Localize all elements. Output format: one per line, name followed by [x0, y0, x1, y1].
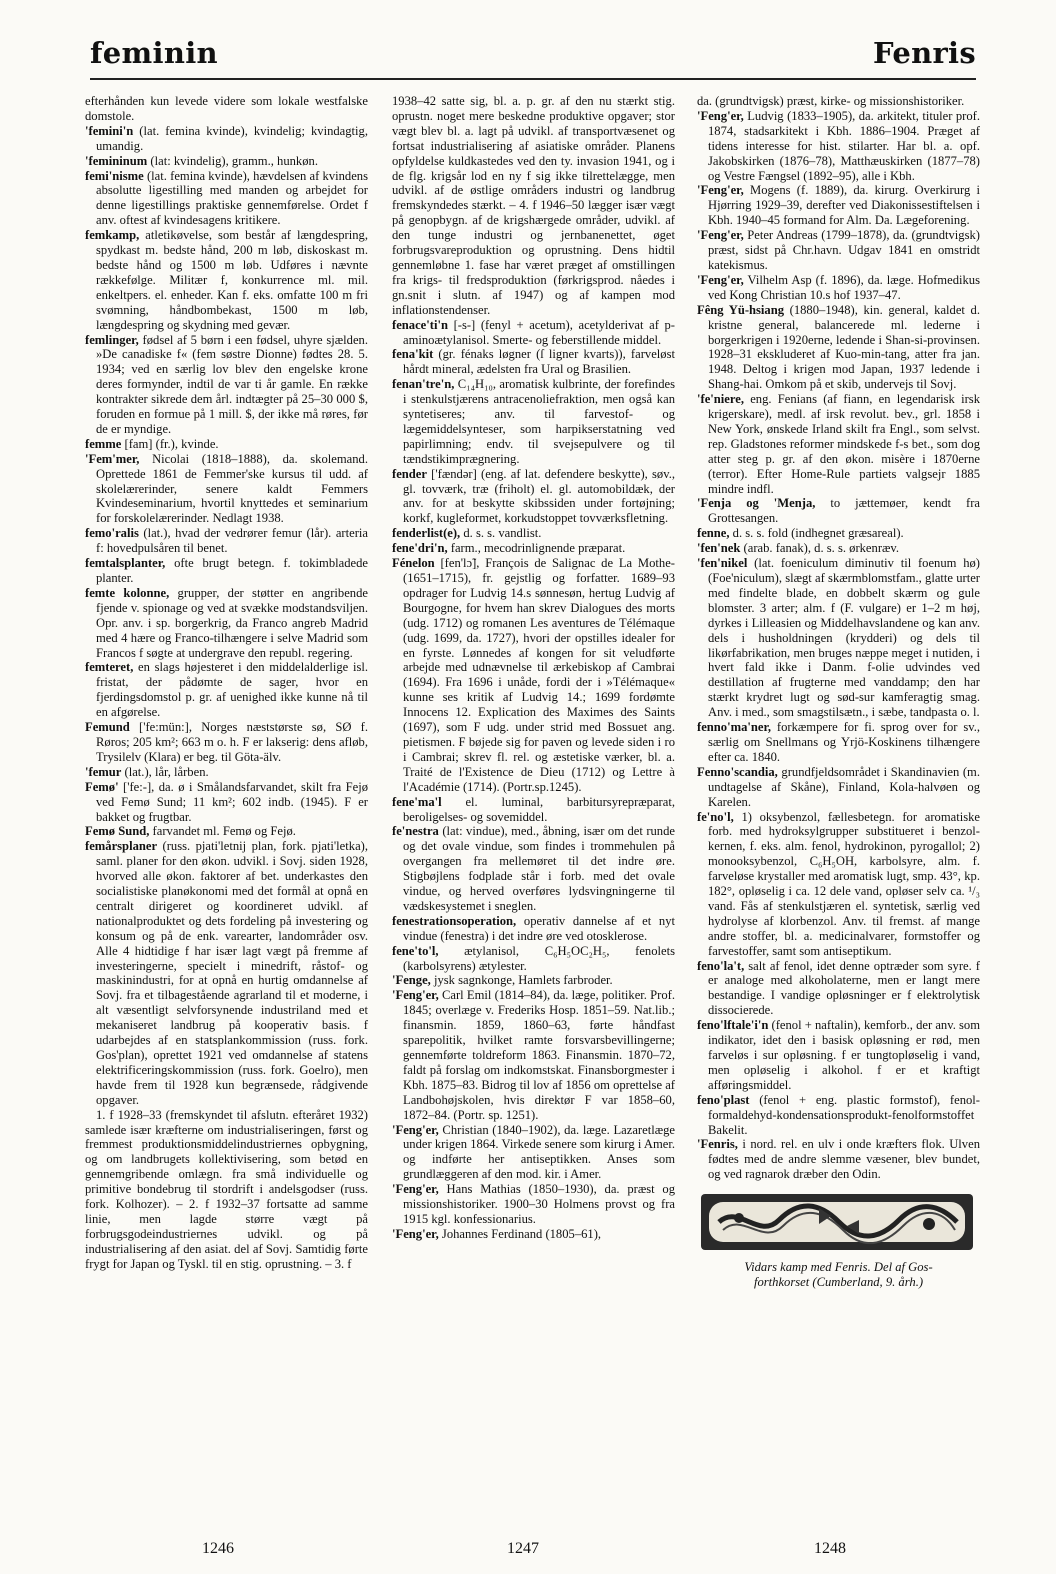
carved-stone-relief-icon — [699, 1190, 975, 1254]
dictionary-entry — [392, 944, 675, 974]
entry-headword: 'Feng'er, — [697, 183, 744, 198]
dictionary-entry — [85, 94, 368, 124]
entry-text: (lat: vindue), med., åbning, især om det runde og det ovale vindue, som findes i trommehulen på overgangen fra mellemøret til det indre øre. Stigbøjlens fodplade står i forb. med det ovale vindue, og herved overføres lydsvingningerne til vædskesystemet i sneglen. — [403, 824, 675, 913]
entry-text: salt af fenol, idet denne optræder som syre. f er analoge med alkoholaterne, men er langt mere bestandige. I vandige opløsninger er f elektrolytisk dissocierede. — [708, 958, 980, 1018]
entry-headword: fender — [392, 466, 427, 481]
dictionary-entry — [85, 154, 368, 169]
entry-headword: fene'dri'n, — [392, 541, 448, 556]
entry-headword: Fenno'scandia, — [697, 764, 778, 779]
caption-line-1: Vidars kamp med Fenris. Del af Gos- — [744, 1260, 933, 1275]
entry-headword: femteret, — [85, 660, 134, 675]
entry-headword: Femø Sund, — [85, 824, 150, 839]
dictionary-entry — [85, 556, 368, 586]
dictionary-entry — [697, 720, 980, 765]
dictionary-entry — [392, 467, 675, 527]
entry-headword: fenne, — [697, 526, 730, 541]
entry-text: farvandet ml. Femø og Fejø. — [149, 824, 296, 839]
entry-headword: femkamp, — [85, 228, 140, 243]
dictionary-entry — [697, 959, 980, 1019]
entry-text: ['fe:-], da. ø i Smålandsfarvandet, skilt fra Fejø ved Femø Sund; 11 km²; 602 indb. (1945). F er bakket og frugtbar. — [96, 779, 368, 824]
dictionary-entry — [697, 1018, 980, 1093]
entry-headword: 'Feng'er, — [392, 1182, 439, 1197]
entry-text: forkæmpere for fi. sprog over for sv., særlig om Snellmans og Yrjö-Koskinens tilhængere efter ca. 1840. — [708, 720, 980, 764]
dictionary-entry — [697, 526, 980, 541]
dictionary-entry — [85, 333, 368, 437]
entry-text: eng. Fenians (af fiann, en legendarisk irsk krigerskare), medl. af irsk revolut. bev., grl. 1858 i New York, ønskede Irland skilt fra Engl., som selvst. rep. Gladstones reformer mindskede f-s bet., som dog atter steg p. gr. af den økon. misère i 1870erne (terror). Efter Home-Rule partiets valgsejr 1885 mindre indfl. — [708, 392, 980, 496]
entry-text: (russ. pjati'letnij plan, fork. pjati'letka), saml. planer for den økon. udvikl. i Sovj. siden 1928, hvorved alle økon. faktorer af bet. underkastes den socialistiske planøkonomi med det formål at opnå en centralt dirigeret og koordineret udvikl. af nationalproduktet og dets fordeling på investering og konsum og på de enk. varearter, landområder osv. Alle 4 hidtidige f har især lagt vægt på fremme af investeringerne, specielt i minedrift, råstof- og maskinindustri, for at opnå en hurtig omdannelse af Sovj. fra et tilbagestående agrarland til et moderne, i alt væsentligt selvforsynende industriland med et mekaniseret landbrug på kooperativ basis. f udarbejdes af en statsplankommission (russ. fork. Gos'plan), oprettet 1921 ved omdannelse af statens elektrificeringskommission (russ. fork. Goelro), men havde frem til 1928 kun begrænsede, rådgivende opgaver. — [96, 839, 368, 1107]
dictionary-entry — [85, 452, 368, 527]
entry-text: el. luminal, barbitursyrepræparat, beroligelses- og sovemiddel. — [403, 794, 675, 824]
entry-headword: 'Feng'er, — [392, 1122, 439, 1137]
dictionary-entry — [697, 765, 980, 810]
entry-text: ['fændər] (eng. af lat. defendere beskytte), søv., gl. tovværk, træ (friholt) el. gl. automobildæk, der anv. for at beskytte skibssiden under fortøjning; korkf, kugleformet, korkudstoppet tovværksfletning. — [403, 466, 675, 526]
dictionary-entry — [392, 914, 675, 944]
dictionary-entry — [392, 1227, 675, 1242]
dictionary-entry — [697, 228, 980, 273]
entry-text: Hans Mathias (1850–1930), da. præst og missionshistoriker. 1900–30 Holmens provst og fra 1915 kgl. konfessionarius. — [403, 1182, 675, 1226]
entry-headword: 'Feng'er, — [697, 228, 744, 243]
entry-text: (lat. foeniculum diminutiv til foenum hø) (Foe'niculum), slægt af skærmblomstfam., glatte urter med findelte blade, en dobbelt skærm og gule blomster. 3 arter; alm. f (F. vulgare) er 1–2 m høj, dyrkes i Lilleasien og Middelhavslandene og kan anv. dels i husholdningen (krydderi) og dels til likørfabrikation, men bruges næppe meget i nutiden, i hvert fald ikke i Danm. f-olie udvindes ved destillation af frugterne med vanddamp; den har stærkt krydret lugt og sød-sur kamferagtig smag. Anv. i med., som smagstilsætn., i sæbe, tandpasta o. l. — [708, 556, 980, 720]
entry-headword: 'Feng'er, — [697, 272, 744, 287]
entry-text: [fam] (fr.), kvinde. — [121, 436, 219, 451]
entry-headword: fe'no'l, — [697, 809, 734, 824]
page-number-middle: 1247 — [507, 1540, 539, 1557]
entry-headword: 'femur — [85, 764, 122, 779]
entry-text: ofte brugt betegn. f. tokimbladede planter. — [96, 556, 368, 585]
entry-text: Christian (1840–1902), da. læge. Lazaretlæge under krigen 1864. Virkede senere som kirurg i Amer. og indførte her antiseptikken. Anses som grundlæggeren af den mod. kir. i Amer. — [403, 1122, 675, 1182]
entry-headword: 'fe'niere, — [697, 392, 744, 407]
dictionary-entry — [697, 183, 980, 228]
entry-text: Peter Andreas (1799–1878), da. (grundtvigsk) præst, sidst på Chr.havn. Udgav 1841 en omstridt katekismus. — [708, 228, 980, 272]
entry-headword: 'fen'nek — [697, 541, 741, 556]
dictionary-entry — [85, 765, 368, 780]
entry-text: atletikøvelse, som består af længdespring, spydkast m. bedste hånd, 200 m løb, diskoskast m. bedste hånd og 1500 m løb. Udføres i nævnte rækkefølge. Militær f, konkurrence ml. mil. enkeltpers. el. enheder. Kan f. eks. omfatte 100 m fri svømning, håndbombekast, 1500 m løb, længdespring og skydning med gevær. — [96, 228, 368, 332]
entry-headword: feno'plast — [697, 1092, 750, 1107]
page-number-right: 1248 — [814, 1540, 846, 1557]
dictionary-entry — [392, 377, 675, 466]
entry-headword: feno'la't, — [697, 958, 745, 973]
entry-text: grupper, der støtter en angribende fjende v. spionage og ved at svække modstandsviljen. Opr. anv. i sp. borgerkrig, da Franco angreb Madrid med 4 hære og Franco-tilhængere i selve Madrid som Francos f søgte at undergrave den republ. regering. — [96, 585, 368, 660]
entry-headword: femme — [85, 436, 122, 451]
page-header — [90, 30, 976, 76]
entry-text: Nicolai (1818–1888), da. skolemand. Oprettede 1861 de Femmer'ske kursus til udd. af skolelærerinder, senere kaldt Femmers Kvindeseminarium, hvortil knyttedes et seminarium for forskolelærerinder. Nedlagt 1938. — [96, 451, 368, 526]
entry-text: en slags højesteret i den middelalderlige isl. fristat, der pådømte de sager, hvor en fjerdingsdomstol p. gr. af uenighed ikke kunne nå til en afgørelse. — [96, 660, 368, 720]
entry-headword: 'Feng'er, — [697, 108, 744, 123]
dictionary-entry — [85, 526, 368, 556]
entry-headword: femårsplaner — [85, 839, 158, 854]
entry-text: fødsel af 5 børn i een fødsel, uhyre sjælden. »De canadiske f« (fem søstre Dionne) fødtes 28. 5. 1934; ved en særlig lov blev den engelske krone deres formynder, indtil de var ti år gamle. En række kontrakter sikrede dem årl. indtægter på 25–30 000 $, foruden en formue på 1 mill. $, der ikke må røres, før de er myndige. — [96, 332, 368, 436]
entry-headword: 'Fenja og 'Menja, — [697, 496, 816, 511]
entry-headword: fene'to'l, — [392, 943, 439, 958]
entry-headword: fena'kit — [392, 347, 434, 362]
column-2 — [392, 94, 675, 1494]
entry-headword: fenno'ma'ner, — [697, 720, 772, 735]
entry-text: farm., mecodrinlignende præparat. — [447, 541, 626, 556]
entry-text: (fenol + eng. plastic formstof), fenol-formaldehyd-kondensationsprodukt-fenolformstoffet Bakelit. — [708, 1092, 980, 1137]
dictionary-entry — [85, 1108, 368, 1272]
entry-headword: fe'nestra — [392, 824, 439, 839]
entry-headword: 'femininum — [85, 153, 148, 168]
entry-headword: femi'nisme — [85, 168, 144, 183]
dictionary-entry — [85, 720, 368, 765]
dictionary-entry — [697, 94, 980, 109]
dictionary-entry — [697, 810, 980, 959]
dictionary-entry — [392, 795, 675, 825]
dictionary-entry — [392, 94, 675, 318]
entry-text: d. s. s. fold (indhegnet græsareal). — [729, 526, 904, 541]
dictionary-entry — [85, 228, 368, 332]
dictionary-entry — [85, 437, 368, 452]
column-1 — [85, 94, 368, 1494]
fenris-illustration — [699, 1190, 975, 1254]
dictionary-entry — [697, 496, 980, 526]
entry-headword: fene'ma'l — [392, 794, 442, 809]
dictionary-entry — [697, 303, 980, 392]
entry-text: ætylanisol, C₆H₅OC₂H₅, fenolets (karbolsyrens) ætylester. — [403, 943, 675, 973]
entry-text: efterhånden kun levede videre som lokale westfalske domstole. — [85, 94, 368, 123]
dictionary-entry — [85, 780, 368, 825]
entry-text: (lat. femina kvinde), hævdelsen af kvindens absolutte ligestilling med manden og arbejdet for denne ligestillings praktiske gennemførelse. Ordet f anv. oftest af kvindesagens kritikere. — [96, 168, 368, 228]
entry-text: 1. f 1928–33 (fremskyndet til afslutn. efteråret 1932) samlede især kræfterne om industrialiseringen, først og fremmest produktionsmiddelindustriernes opbygning, og om landbrugets kollektivisering, som betød en gennemgribende omlægn. fra små individuelle og primitive bondebrug til stordrift i andelsgodser (russ. fork. Kolhozer). – 2. f 1932–37 fortsatte ad samme linie, men lagde større vægt på forbrugsgodeindustriernes udvikl. og på industrialisering af den asiat. del af Sovj. Samtidig førte frygt for Japan og Tyskl. til en stig. oprustning. – 3. f — [85, 1107, 368, 1271]
dictionary-entry — [85, 824, 368, 839]
dictionary-entry — [392, 824, 675, 913]
entry-text: [fen'lɔ̃], François de Salignac de La Mothe- (1651–1715), fr. gejstlig og forfatter. 1689–93 opdrager for Ludvig 14.s sønnesøn, hertug Ludvig af Bourgogne, for hvem han skrev Dialogues des morts (udg. 1712) og romanen Les aventures de Télémaque (udg. 1699, da. 1727), hvori der opstilles idealer for en fyrste. Lønnedes af kongen for sit veludførte arbejde med udnævnelse til ærkebiskop af Cambrai (1694). Fra 1696 i unåde, fordi der i »Télémaque« kunne ses kritik af Ludvig 14.; 1699 fordømte Innocens 12. Explication des Maximes des Saints (1697), som F udg. under strid med Bossuet ang. pietismen. F bøjede sig for paven og levede siden i ro i Cambrai; skrev fl. rel. og æstetiske værker, bl. a. Traité de l'Existence de Dieu (1712) og Lettre à l'Académie (1714). (Portr.sp.1245). — [403, 556, 675, 794]
entry-text: (gr. fénaks løgner (ſ ligner kvarts)), farveløst hårdt mineral, ædelsten fra Ural og Brasilien. — [403, 347, 675, 377]
header-right-headword: Fenris — [873, 36, 976, 70]
dictionary-entry — [697, 556, 980, 720]
dictionary-entry — [697, 273, 980, 303]
dictionary-entry — [392, 988, 675, 1122]
entry-headword: 'Fem'mer, — [85, 451, 140, 466]
entry-text: jysk sagnkonge, Hamlets farbroder. — [430, 973, 613, 988]
dictionary-entry — [697, 1137, 980, 1182]
dictionary-entry — [392, 526, 675, 541]
entry-headword: Femund — [85, 720, 130, 735]
entry-headword: Fêng Yü-hsiang — [697, 302, 785, 317]
dictionary-entry — [85, 124, 368, 154]
entry-text: Mogens (f. 1889), da. kirurg. Overkirurg i Hjørring 1929–39, derefter ved Diakonissestiftelsen i Kbh. 1940–45 formand for Alm. Da. Lægeforening. — [708, 183, 980, 228]
dictionary-entry — [392, 347, 675, 377]
dictionary-entry — [85, 660, 368, 720]
entry-headword: Femø' — [85, 779, 119, 794]
dictionary-entry — [392, 556, 675, 795]
header-left-headword: feminin — [90, 36, 218, 70]
dictionary-entry — [392, 541, 675, 556]
entry-text: (lat.), hvad der vedrører femur (lår). arteria f: hovedpulsåren til benet. — [96, 526, 368, 556]
entry-text: (lat.), lår, lårben. — [121, 764, 209, 779]
entry-text: (1880–1948), kin. general, kaldet d. kristne general, balancerede ml. lederne i borgerkrigen i 1920erne, ledende i Shan-si-provinsen. 1928–31 ekskluderet af Kuo-min-tang, atter fra jan. 1948. Deltog i krigen mod Japan, 1937 ledende i Shang-hai. Omkom på et skib, undervejs til Sovj. — [708, 302, 980, 392]
entry-text: Ludvig (1833–1905), da. arkitekt, tituler prof. 1874, stadsarkitekt i Kbh. 1886–1904. Præget af tidens interesse for hist. stilarter. Har bl. a. opf. Jakobskirken (1876–78), Matthæuskirken (1877–78) og Vestre Fængsel (1892–95), alle i Kbh. — [708, 108, 980, 183]
entry-headword: 'Feng'er, — [392, 1226, 439, 1241]
page-number-left: 1246 — [202, 1540, 234, 1557]
entry-headword: femte kolonne, — [85, 585, 170, 600]
dictionary-entry — [697, 1093, 980, 1138]
entry-text: (arab. fanak), d. s. s. ørkenræv. — [740, 541, 900, 556]
entry-text: 1) oksybenzol, fællesbetegn. for aromatiske forb. med hydroksylgrupper substitueret i benzol-kernen, f. eks. alm. fenol, hydrokinon, pyrogallol; 2) monooksybenzol, C₆H₅OH, karbolsyre, alm. f. farveløse krystaller med aromatisk lugt, smp. 43°, kp. 182°, opløselig i ca. 12 dele vand, opløser selv ca. ¹/₃ vand. Fås af stenkulstjæren el. syntetisk, særlig ved hydrolyse af klorbenzol. Anv. til fremst. af mange andre stoffer, bl. a. medicinalvarer, formstoffer og farvestoffer, samt som antiseptikum. — [708, 809, 980, 958]
entry-text: grundfjeldsområdet i Skandinavien (m. undtagelse af Skåne), Finland, Kola-halvøen og Karelen. — [708, 764, 980, 809]
column-3 — [697, 94, 980, 1494]
entry-headword: femtalsplanter, — [85, 556, 166, 571]
entry-text: (fenol + naftalin), kemforb., der anv. som indikator, idet den i basisk opløsning er rød, men farveløs i sur opløsning. f er tungtopløselig i vand, men opløselig i alkohol. f er et kraftigt afføringsmiddel. — [708, 1018, 980, 1092]
entry-text: to jættemøer, kendt fra Grottesangen. — [708, 496, 980, 526]
dictionary-entry — [85, 169, 368, 229]
entry-text: operativ dannelse af et nyt vindue (fenestra) i det indre øre ved otosklerose. — [403, 913, 675, 943]
entry-headword: fenan'tre'n, — [392, 377, 455, 392]
entry-text: Johannes Ferdinand (1805–61), — [438, 1226, 602, 1241]
entry-text: da. (grundtvigsk) præst, kirke- og missionshistoriker. — [697, 94, 965, 108]
entry-text: (lat. femina kvinde), kvindelig; kvindagtig, umandig. — [96, 123, 368, 153]
entry-headword: fenestrationsoperation, — [392, 913, 517, 928]
dictionary-entry — [697, 541, 980, 556]
entry-headword: fenderlist(e), — [392, 526, 461, 541]
dictionary-entry — [697, 109, 980, 184]
dictionary-entry — [85, 839, 368, 1107]
entry-text: Vilhelm Asp (f. 1896), da. læge. Hofmedikus ved Kong Christian 10.s hof 1937–47. — [708, 272, 980, 302]
entry-headword: 'femini'n — [85, 123, 134, 138]
entry-text: ['fe:mün:], Norges næststørste sø, SØ f. Røros; 205 km²; 663 m o. h. F er lakserig: dens afløb, Trysilelv (Klara) er beg. til Göta-älv. — [96, 720, 368, 764]
entry-text: i nord. rel. en ulv i onde kræfters flok. Ulven fødtes med de andre slemme væsener, blev bundet, og ved ragnarok dræber den Odin. — [708, 1137, 980, 1182]
entry-headword: 'fen'nikel — [697, 556, 748, 571]
entry-text: (lat: kvindelig), gramm., hunkøn. — [147, 153, 318, 168]
entry-text: d. s. s. vandlist. — [460, 526, 542, 541]
entry-headword: fenace'ti'n — [392, 317, 448, 332]
illustration-caption — [697, 1260, 980, 1290]
dictionary-entry — [697, 392, 980, 496]
entry-headword: femlinger, — [85, 332, 139, 347]
caption-line-2: forthkorset (Cumberland, 9. årh.) — [753, 1275, 924, 1290]
entry-headword: 'Feng'er, — [392, 988, 439, 1003]
dictionary-entry — [392, 318, 675, 348]
dictionary-entry — [392, 1182, 675, 1227]
entry-text: 1938–42 satte sig, bl. a. p. gr. af den nu stærkt stig. oprustn. noget mere beskedne produktive opgaver; stor vægt blev bl. a. lagt på udvikl. af transportvæsenet og fortsat industrialisering af asiatiske områder. Planens opfyldelse kuldkastedes ved den ty. invasion 1941, og i de flg. krigsår lod en ny f sig ikke tilrettelægge, men udvikl. af de østlige områders industri og landbrug fremskyndedes stærkt. – 4. f 1946–50 lægger især vægt på genopbygn. af de krigshærgede områder, udvikl. af den tunge industri og jernbanenettet, øget forbrugsvareproduktion og oprustning. Dens hidtil gennemløbne 1. fase har været præget af omstillingen fra krigs- til fredsproduktion (førkrigsprod. nåedes i gn.snit i slutn. af 1947) og af kampen mod inflationstendenser. — [392, 94, 675, 317]
entry-text: C₁₄H₁₀, aromatisk kulbrinte, der forefindes i stenkulstjærens antracenoliefraktion, men også kan syntetiseres; anv. til farvestof- og lægemiddelsynteser, som harpikserstatning ved papirlimning; endv. til svejsepulvere og til tændstikimprægnering. — [403, 377, 675, 466]
entry-text: [-s-] (fenyl + acetum), acetylderivat af p-aminoætylanisol. Smerte- og feberstillende middel. — [403, 317, 675, 347]
entry-headword: Fénelon — [392, 556, 435, 571]
dictionary-entry — [85, 586, 368, 661]
header-rule — [90, 78, 976, 80]
entry-headword: femo'ralis — [85, 526, 139, 541]
entry-headword: feno'lftale'i'n — [697, 1018, 769, 1033]
dictionary-entry — [392, 973, 675, 988]
entry-headword: 'Fenris, — [697, 1137, 738, 1152]
entry-text: Carl Emil (1814–84), da. læge, politiker. Prof. 1845; overlæge v. Frederiks Hosp. 1851–59. Nat.lib.; finansmin. 1859, 1860–63, førte håndfast sparepolitik, hvilket ramte forsvarsbevillingerne; gennemførte toldreform 1863. Finansmin. 1870–72, faldt på forslag om indkomstskat. Finansborgmester i Kbh. 1875–83. Bidrog til lov af 1856 om oprettelse af Landbohøjskolen, hvis direktør F var 1858–60, 1872–84. (Portr. sp. 1251). — [403, 988, 675, 1122]
dictionary-entry — [392, 1123, 675, 1183]
entry-headword: 'Fenge, — [392, 973, 431, 988]
